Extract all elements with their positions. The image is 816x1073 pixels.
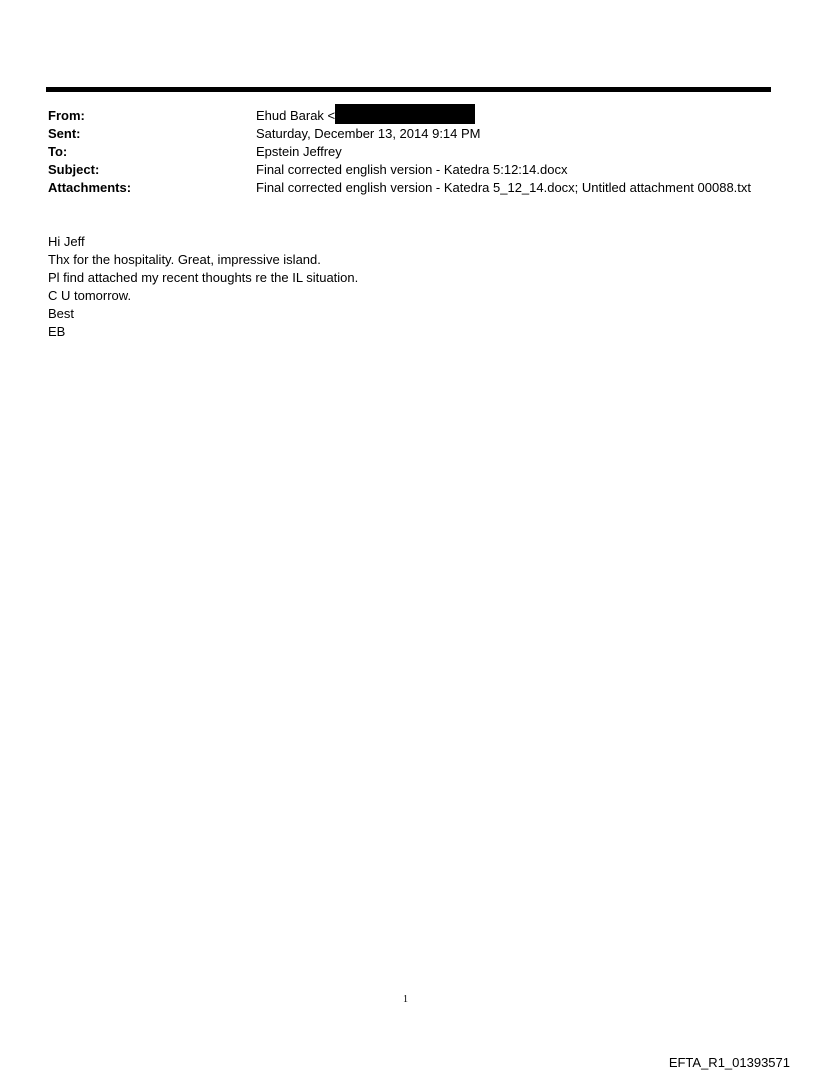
from-name: Ehud Barak < xyxy=(256,108,336,123)
to-label: To: xyxy=(48,144,68,159)
header-row-sent xyxy=(48,125,778,143)
attachments-value: Final corrected english version - Katedra 5_12_14.docx; Untitled attachment 00088.txt xyxy=(256,180,752,195)
subject-value: Final corrected english version - Katedra 5:12:14.docx xyxy=(256,162,568,177)
attachments-label: Attachments: xyxy=(48,180,132,195)
page-number: 1 xyxy=(403,994,408,1005)
sent-value: Saturday, December 13, 2014 9:14 PM xyxy=(256,126,481,141)
body-line: Thx for the hospitality. Great, impressive island. xyxy=(48,252,321,267)
redaction-block xyxy=(335,104,475,124)
body-line: Pl find attached my recent thoughts re the IL situation. xyxy=(48,270,359,285)
header-row-subject xyxy=(48,161,778,179)
body-line: C U tomorrow. xyxy=(48,288,132,303)
email-body xyxy=(48,233,358,341)
header-row-to xyxy=(48,143,778,161)
sent-label: Sent: xyxy=(48,126,81,141)
body-line: EB xyxy=(48,324,66,339)
body-line: Hi Jeff xyxy=(48,234,85,249)
body-line: Best xyxy=(48,306,75,321)
header-row-attachments xyxy=(48,179,778,197)
subject-label: Subject: xyxy=(48,162,100,177)
email-header xyxy=(48,107,778,197)
from-value xyxy=(256,107,475,125)
document-id: EFTA_R1_01393571 xyxy=(668,1055,790,1070)
to-value: Epstein Jeffrey xyxy=(256,144,342,159)
top-divider xyxy=(46,87,771,92)
from-label: From: xyxy=(48,108,85,123)
header-row-from xyxy=(48,107,778,125)
